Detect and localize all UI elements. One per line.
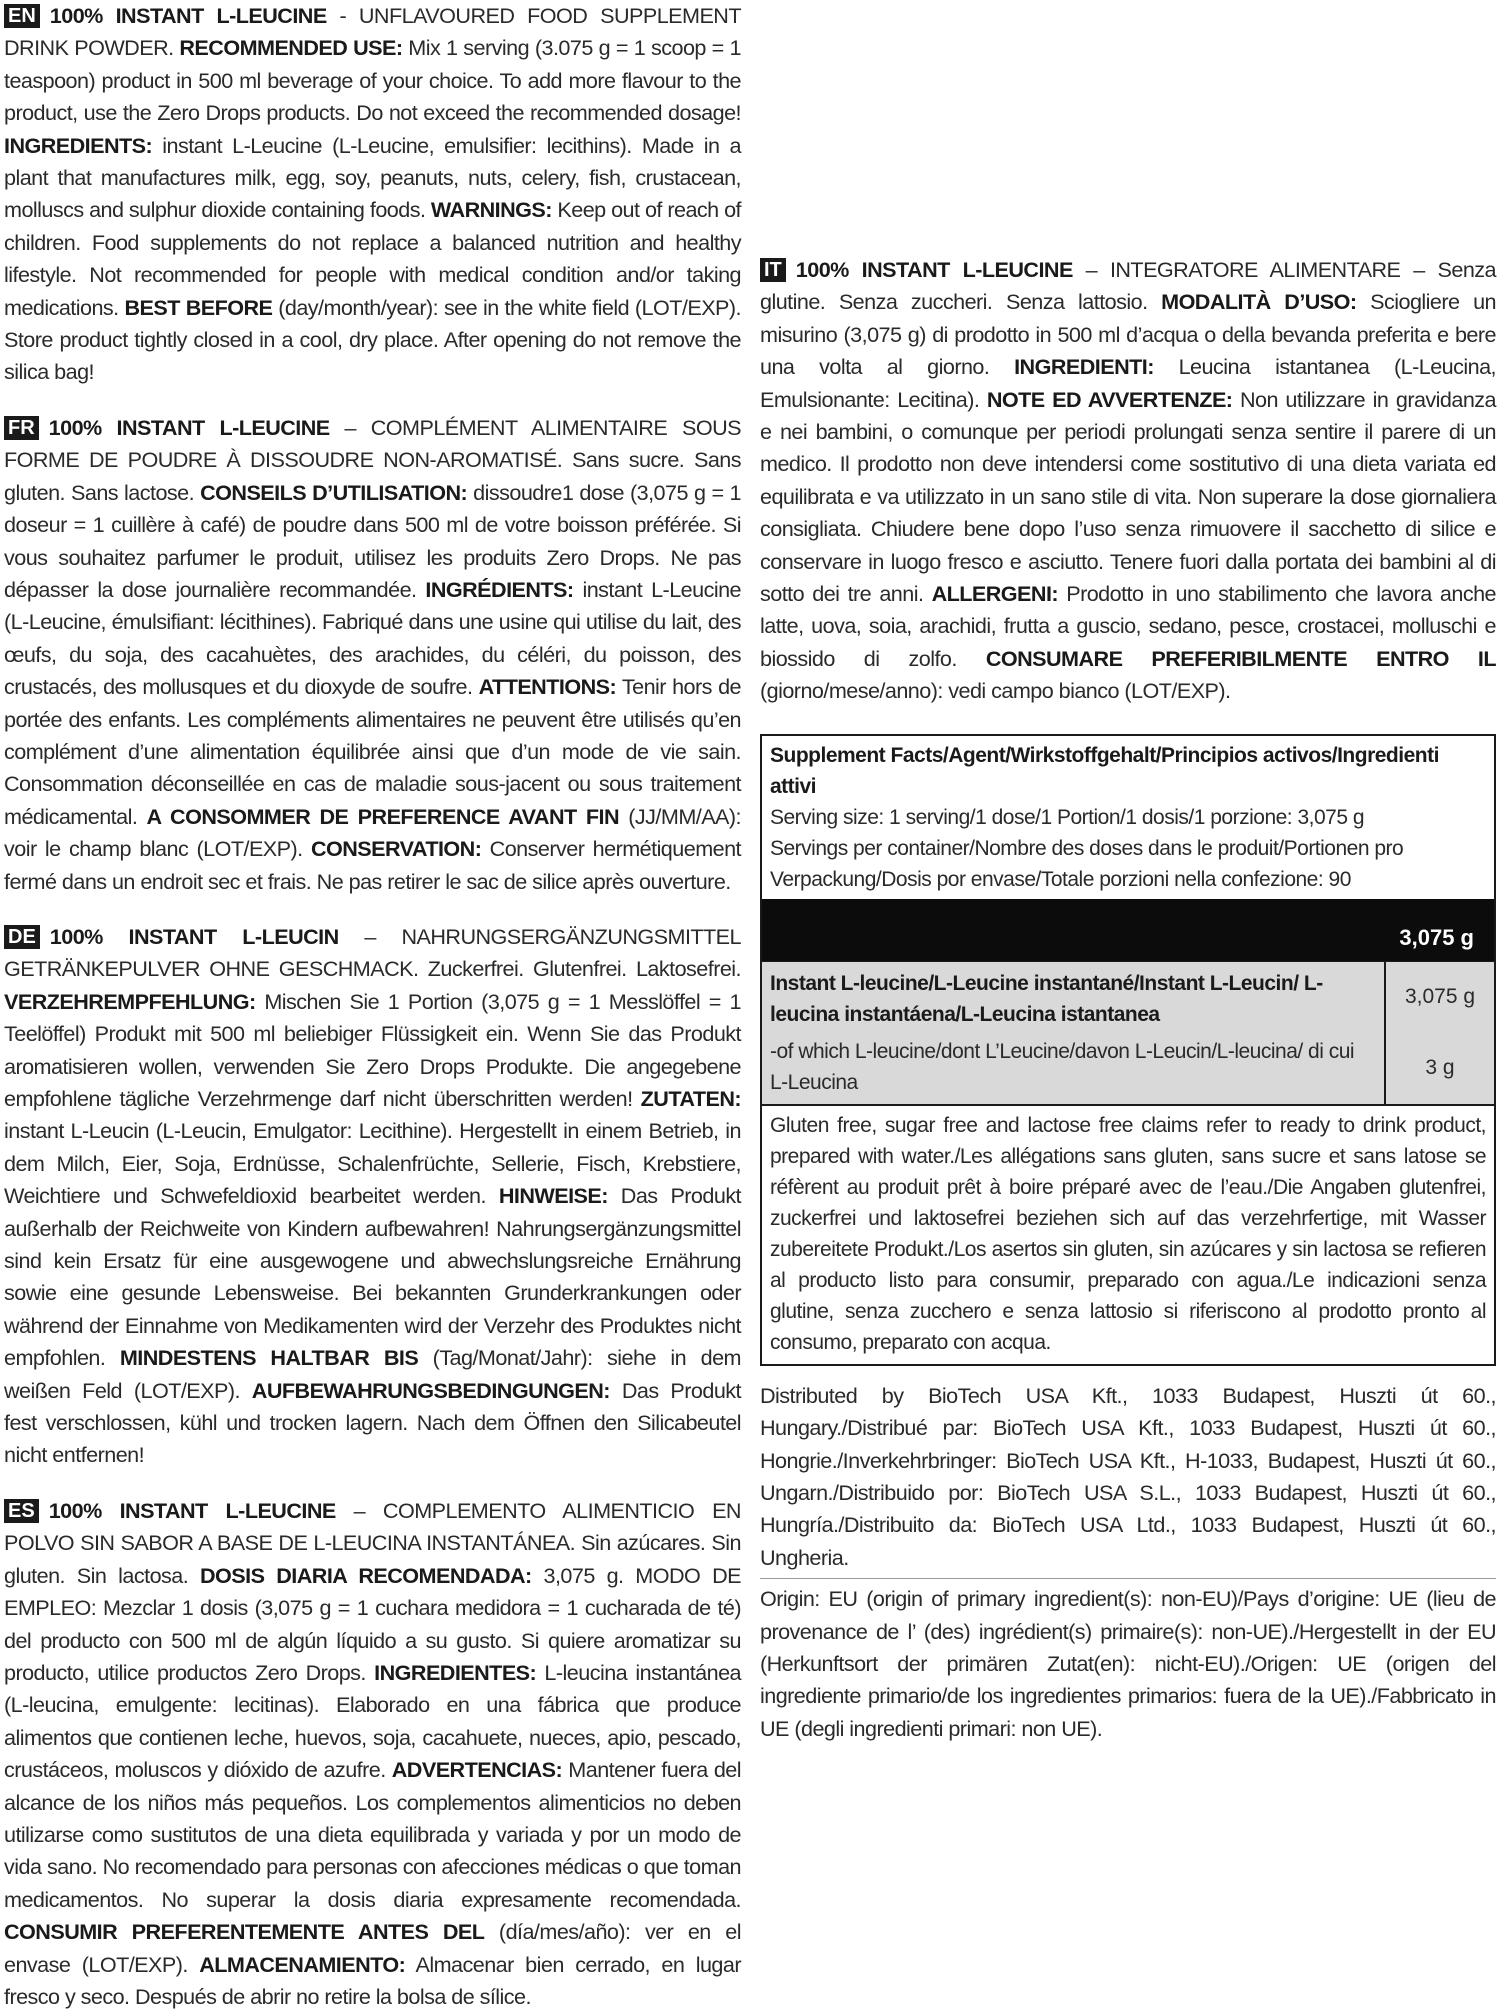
- right-column: [760, 0, 1496, 1745]
- facts-row-names: [762, 962, 1386, 1104]
- heading-warnings-es: ADVERTENCIAS:: [391, 1757, 563, 1783]
- subtitle-it: – INTEGRATORE ALIMENTARE – Senza glutine. Senza zuccheri. Senza lattosio.: [760, 257, 1496, 315]
- facts-servings-per-container: Servings per container/Nombre des doses dans le produit/Portionen pro Verpackung/Dosis por envase/Totale porzioni nella confezione: 90: [770, 836, 1404, 891]
- origin-info: Origin: EU (origin of primary ingredient(s): non-EU)/Pays d’origine: UE (lieu de provenance de l’ (des) ingrédient(s) primaire(s): non-UE)./Hergestellt in der EU (Herkunftsort der primären Zutat(en): nicht-EU)./Origen: UE (origen del ingrediente primario/de los ingredientes primarios: fuera de la UE)./Fabbricato in UE (degli ingredienti primari: non UE).: [760, 1586, 1496, 1741]
- text-best-before-en: (day/month/year): see in the white field (LOT/EXP). Store product tightly closed in a cool, dry place. After opening do not remove the silica bag!: [4, 294, 741, 385]
- section-fr: [4, 412, 741, 898]
- product-title-it: 100% INSTANT L-LEUCINE: [795, 257, 1073, 282]
- text-storage-de: Das Produkt fest verschlossen, kühl und trocken lagern. Nach dem Öffnen den Silicabeutel nicht entfernen!: [4, 1377, 741, 1468]
- heading-ingredients-es: INGREDIENTES:: [374, 1659, 537, 1685]
- lang-badge-en: EN: [4, 4, 40, 28]
- heading-storage-es: ALMACENAMIENTO:: [199, 1951, 406, 1977]
- text-best-before-it: (giorno/mese/anno): vedi campo bianco (LOT/EXP).: [760, 678, 1231, 704]
- facts-header: [762, 736, 1494, 899]
- heading-ingredients-en: INGREDIENTS:: [4, 132, 153, 158]
- text-warnings-de: Das Produkt außerhalb der Reichweite von Kindern aufbewahren! Nahrungsergänzungsmittel sind kein Ersatz für eine ausgewogene und abwechslungsreiche Ernährung sowie eine gesunde Lebensweise. Bei bekannten Grunderkrankungen oder während der Einnahme von Medikamenten wird der Verzehr des Produktes nicht empfohlen.: [4, 1183, 742, 1371]
- text-best-before-es: (día/mes/año): ver en el envase (LOT/EXP).: [4, 1919, 741, 1977]
- heading-best-before-it: CONSUMARE PREFERIBILMENTE ENTRO IL: [985, 645, 1496, 671]
- heading-use-en: RECOMMENDED USE:: [179, 35, 403, 61]
- heading-dose-es: DOSIS DIARIA RECOMENDADA:: [200, 1562, 532, 1588]
- heading-storage-de: AUFBEWAHRUNGSBEDINGUNGEN:: [251, 1377, 610, 1403]
- facts-note: Gluten free, sugar free and lactose free claims refer to ready to drink product, prepared with water./Les allégations sans gluten, sans sucre et sans latose se réfèrent au produit prêt à boire préparé avec de l’eau./Die Angaben glutenfrei, zuckerfrei und laktosefrei beziehen sich auf das verzehrfertige, mit Wasser zubereitete Produkt./Los asertos sin gluten, sin azúcares y sin lactosa se refieren al producto listo para consumir, preparado con agua./Le indicazioni senza glutine, senza zucchero e senza lattosio si riferiscono al prodotto pronto al consumo, preparato con acqua.: [762, 1104, 1494, 1364]
- heading-use-fr: CONSEILS D’UTILISATION:: [200, 479, 468, 505]
- lang-badge-es: ES: [4, 1499, 39, 1523]
- text-ingredients-es: L-leucina instantánea (L-leucina, emulgente: lecitinas). Elaborado en una fábrica que produce alimentos que contienen leche, huevos, soja, cacahuete, nueces, apio, pescado, crustáceos, moluscos y dióxido de azufre.: [4, 1659, 741, 1783]
- distributor-info: Distributed by BioTech USA Kft., 1033 Budapest, Huszti út 60., Hungary./Distribué par: BioTech USA Kft., 1033 Budapest, Huszti út 60., Hongrie./Inverkehrbringer: BioTech USA Kft., H-1033, Budapest, Huszti út 60., Ungarn./Distribuido por: BioTech USA S.L., 1033 Budapest, Huszti út 60., Hungría./Distribuito da: BioTech USA Ltd., 1033 Budapest, Huszti út 60., Ungheria.: [760, 1382, 1496, 1570]
- heading-warnings-de: HINWEISE:: [498, 1183, 608, 1209]
- text-best-before-de: (Tag/Monat/Jahr): siehe in dem weißen Feld (LOT/EXP).: [4, 1345, 741, 1403]
- heading-use-de: VERZEHREMPFEHLUNG:: [4, 988, 256, 1014]
- text-warnings-es: Mantener fuera del alcance de los niños más pequeños. Los complementos alimenticios no deben utilizarse como sustitutos de una dieta equilibrada y variada y por un modo de vida sano. No recomendado para personas con afecciones médicas o que toman medicamentos. No superar la dosis diaria expresamente recomendada.: [4, 1757, 741, 1912]
- facts-row-main-name: Instant L-leucine/L-Leucine instantané/Instant L-Leucin/ L-leucina instantáena/L-Leucina istantanea: [770, 971, 1323, 1026]
- heading-allergens-it: ALLERGENI:: [931, 581, 1059, 607]
- text-storage-es: Almacenar bien cerrado, en lugar fresco y seco. Después de abrir no retire la bolsa de sílice.: [4, 1951, 741, 2009]
- lang-badge-it: IT: [760, 258, 786, 282]
- product-title-en: 100% INSTANT L-LEUCINE: [49, 3, 327, 28]
- subtitle-fr: – COMPLÉMENT ALIMENTAIRE SOUS FORME DE POUDRE À DISSOUDRE NON-AROMATISÉ. Sans sucre. Sans gluten. Sans lactose.: [4, 414, 741, 505]
- text-warnings-en: Keep out of reach of children. Food supplements do not replace a balanced nutrition and healthy lifestyle. Not recommended for people with medical condition and/or taking medications.: [4, 197, 741, 320]
- facts-serving-size: Serving size: 1 serving/1 dose/1 Portion/1 dosis/1 porzione: 3,075 g: [770, 805, 1365, 829]
- facts-amount-header: 3,075 g: [1399, 924, 1474, 950]
- text-allergens-it: Prodotto in uno stabilimento che lavora anche latte, uova, soia, arachidi, frutta a guscio, sedano, pesce, crostacei, molluschi e biossido di zolfo.: [760, 581, 1496, 671]
- text-use-en: Mix 1 serving (3.075 g = 1 scoop = 1 teaspoon) product in 500 ml beverage of your choice. To add more flavour to the product, use the Zero Drops products. Do not exceed the recommended dosage!: [4, 35, 741, 126]
- heading-ingredients-it: INGREDIENTI:: [1014, 354, 1154, 380]
- subtitle-de: – NAHRUNGSERGÄNZUNGSMITTEL GETRÄNKEPULVER OHNE GESCHMACK. Zuckerfrei. Glutenfrei. Laktosefrei.: [4, 923, 741, 982]
- heading-best-before-es: CONSUMIR PREFERENTEMENTE ANTES DEL: [4, 1919, 485, 1945]
- left-column: [4, 0, 741, 2013]
- product-title-fr: 100% INSTANT L-LEUCINE: [48, 414, 330, 440]
- text-use-it: Sciogliere un misurino (3,075 g) di prodotto in 500 ml d’acqua o della bevanda preferita e bere una volta al giorno.: [760, 289, 1497, 380]
- heading-ingredients-de: ZUTATEN:: [640, 1086, 741, 1111]
- lang-badge-fr: FR: [4, 416, 39, 440]
- facts-amount-header-bar: [762, 899, 1494, 961]
- section-it: [760, 254, 1496, 708]
- product-title-de: 100% INSTANT L-LEUCIN: [49, 923, 339, 949]
- facts-title: Supplement Facts/Agent/Wirkstoffgehalt/Principios activos/Ingredienti attivi: [770, 743, 1439, 798]
- section-de: [4, 921, 741, 1472]
- text-ingredients-de: instant L-Leucin (L-Leucin, Emulgator: Lecithine). Hergestellt in einem Betrieb, in dem Milch, Eier, Soja, Erdnüsse, Schalenfrüchte, Sellerie, Fisch, Krebstiere, Weichtiere und Schwefeldioxid bearbeitet werden.: [4, 1118, 741, 1209]
- heading-best-before-en: BEST BEFORE: [124, 294, 273, 320]
- section-es: [4, 1495, 741, 2013]
- heading-warnings-it: NOTE ED AVVERTENZE:: [986, 386, 1233, 412]
- facts-row-main-amount: 3,075 g: [1404, 985, 1476, 1009]
- text-ingredients-it: Leucina istantanea (L-Leucina, Emulsionante: Lecitina).: [760, 354, 1497, 412]
- text-use-de: Mischen Sie 1 Portion (3,075 g = 1 Messlöffel = 1 Teelöffel) Produkt mit 500 ml beliebiger Flüssigkeit ein. Wenn Sie das Produkt aromatisieren wollen, verwenden Sie Zero Drops Produkte. Die angegebene empfohlene tägliche Verzehrmenge darf nicht überschritten werden!: [4, 988, 741, 1111]
- heading-ingredients-fr: INGRÉDIENTS:: [425, 576, 574, 602]
- text-ingredients-fr: instant L-Leucine (L-Leucine, émulsifiant: lécithines). Fabriqué dans une usine qui utilise du lait, des œufs, du soja, des cacahuètes, des arachides, du céléri, du poisson, des crustacés, des mollusques et du dioxyde de soufre.: [4, 576, 741, 700]
- facts-row-amounts: [1386, 962, 1494, 1104]
- heading-warnings-en: WARNINGS:: [430, 197, 552, 223]
- subtitle-en: - UNFLAVOURED FOOD SUPPLEMENT DRINK POWDER.: [4, 3, 741, 61]
- heading-storage-fr: CONSERVATION:: [310, 836, 482, 862]
- heading-best-before-de: MINDESTENS HALTBAR BIS: [119, 1345, 419, 1371]
- heading-best-before-fr: A CONSOMMER DE PREFERENCE AVANT FIN: [146, 803, 620, 829]
- text-use-fr: dissoudre1 dose (3,075 g = 1 doseur = 1 cuillère à café) de poudre dans 500 ml de votre boisson préférée. Si vous souhaitez parfumer le produit, utilisez les produits Zero Drops. Ne pas dépasser la dose journalière recommandée.: [4, 479, 741, 602]
- heading-warnings-fr: ATTENTIONS:: [478, 674, 617, 700]
- facts-row: [762, 961, 1494, 1104]
- text-storage-fr: Conserver hermétiquement fermé dans un endroit sec et frais. Ne pas retirer le sac de silice après ouverture.: [4, 836, 741, 894]
- heading-use-it: MODALITÀ D’USO:: [1161, 289, 1357, 315]
- text-warnings-it: Non utilizzare in gravidanza e nei bambini, o comunque per periodi prolungati senza sentire il parere di un medico. Il prodotto non deve intendersi come sostitutivo di una dieta variata ed equilibrata e va utilizzato in un sano stile di vita. Non superare la dose giornaliera consigliata. Chiudere bene dopo l’uso senza rimuovere il sacchetto di silice e conservare in luogo fresco e asciutto. Tenere fuori dalla portata dei bambini al di sotto dei tre anni.: [760, 386, 1496, 607]
- product-title-es: 100% INSTANT L-LEUCINE: [48, 1497, 336, 1523]
- supplement-facts-table: [760, 734, 1496, 1366]
- text-warnings-fr: Tenir hors de portée des enfants. Les compléments alimentaires ne peuvent être utilisés qu’en complément d’une alimentation équilibrée ainsi que d’un mode de vie sain. Consommation déconseillée en cas de maladie sous-jacent ou sous traitement médicamental.: [4, 674, 741, 829]
- facts-row-sub-name: -of which L-leucine/dont L’Leucine/davon L-Leucin/L-leucina/ di cui L-Leucina: [770, 1039, 1355, 1094]
- footer-divider: [760, 1578, 1496, 1579]
- lang-badge-de: DE: [4, 925, 40, 949]
- subtitle-es: – COMPLEMENTO ALIMENTICIO EN POLVO SIN SABOR A BASE DE L-LEUCINA INSTANTÁNEA. Sin azúcares. Sin gluten. Sin lactosa.: [4, 1497, 741, 1588]
- text-dose-es: 3,075 g. MODO DE EMPLEO: Mezclar 1 dosis (3,075 g = 1 cuchara medidora = 1 cucharada de té) del producto con 500 ml de algún líquido a su gusto. Si quiere aromatizar su producto, utilice productos Zero Drops.: [4, 1562, 741, 1685]
- section-en: [4, 0, 741, 389]
- text-best-before-fr: (JJ/MM/AA): voir le champ blanc (LOT/EXP).: [4, 803, 741, 862]
- text-ingredients-en: instant L-Leucine (L-Leucine, emulsifier: lecithins). Made in a plant that manufactures milk, egg, soy, peanuts, nuts, celery, fish, crustacean, molluscs and sulphur dioxide containing foods.: [4, 132, 741, 223]
- facts-row-sub-amount: 3 g: [1425, 1056, 1455, 1080]
